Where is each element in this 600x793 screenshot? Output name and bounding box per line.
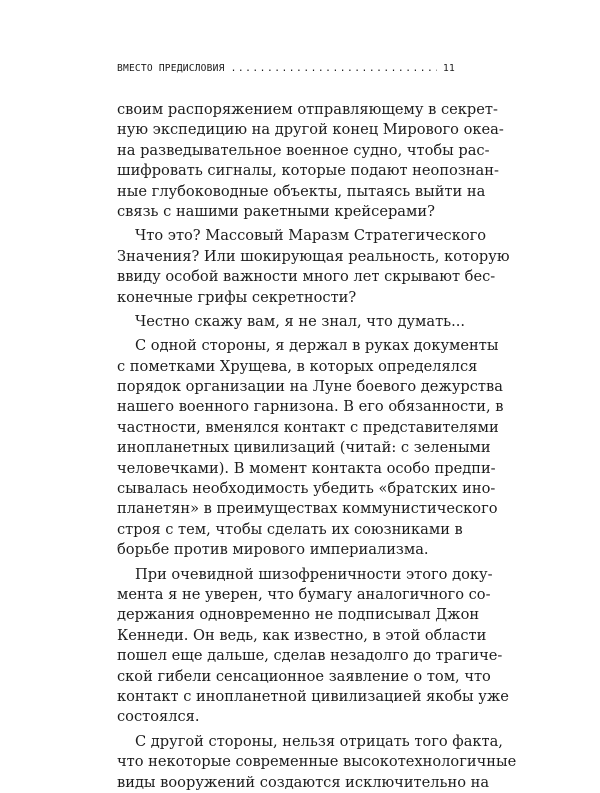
- text-line: С другой стороны, нельзя отрицать того факта,: [135, 732, 503, 750]
- text-line: Значения? Или шокирующая реальность, которую: [117, 247, 510, 265]
- text-line: Кеннеди. Он ведь, как известно, в этой области: [117, 626, 487, 644]
- text-line: виды вооружений создаются исключительно на: [117, 773, 490, 791]
- text-line: строя с тем, чтобы сделать их союзниками в: [117, 520, 463, 538]
- text-line: держания одновременно не подписывал Джон: [117, 606, 480, 624]
- paragraph: [117, 226, 510, 308]
- running-head-leader-dots: [231, 63, 437, 74]
- paragraph: [117, 565, 509, 728]
- text-line: нашего военного гарнизона. В его обязанности, в: [117, 398, 504, 416]
- text-line: конечные грифы секретности?: [117, 288, 357, 306]
- text-line: шифровать сигналы, которые подают неопознан-: [117, 162, 499, 180]
- paragraph: [117, 732, 517, 793]
- page-number: 11: [443, 63, 455, 74]
- text-line: своим распоряжением отправляющему в секрет-: [117, 101, 498, 118]
- text-line: сывалась необходимость убедить «братских ино-: [117, 480, 496, 498]
- text-line: ской гибели сенсационное заявление о том, что: [117, 667, 491, 685]
- text-line: контакт с инопланетной цивилизацией якобы уже: [117, 687, 509, 705]
- text-line: связь с нашими ракетными крейсерами?: [117, 202, 435, 220]
- text-line: При очевидной шизофреничности этого доку-: [135, 565, 493, 583]
- text-line: порядок организации на Луне боевого дежурства: [117, 378, 503, 396]
- text-line: пошел еще дальше, сделав незадолго до трагиче-: [117, 647, 503, 665]
- text-line: мента я не уверен, что бумагу аналогичного со-: [117, 585, 491, 603]
- text-line: состоялся.: [117, 708, 200, 726]
- text-line: человечками). В момент контакта особо предпи-: [117, 459, 496, 477]
- text-line: Что это? Массовый Маразм Стратегического: [135, 227, 487, 245]
- text-line: что некоторые современные высокотехнологичные: [117, 753, 517, 771]
- text-line: частности, вменялся контакт с представителями: [117, 418, 499, 436]
- body-text: [117, 100, 517, 793]
- text-line: инопланетных цивилизаций (читай: с зелеными: [117, 439, 491, 457]
- text-line: борьбе против мирового империализма.: [117, 541, 429, 559]
- paragraph: [117, 312, 465, 332]
- running-head-title: ВМЕСТО ПРЕДИСЛОВИЯ: [117, 63, 225, 74]
- text-line: Честно скажу вам, я не знал, что думать...: [135, 312, 465, 330]
- text-line: ввиду особой важности много лет скрывают бес-: [117, 268, 496, 286]
- text-line: с пометками Хрущева, в которых определялся: [117, 357, 478, 375]
- paragraph: [117, 100, 504, 222]
- text-line: ные глубоководные объекты, пытаясь выйти на: [117, 182, 486, 200]
- text-line: С одной стороны, я держал в руках документы: [135, 337, 499, 355]
- text-line: на разведывательное военное судно, чтобы рас-: [117, 141, 490, 159]
- paragraph: [117, 336, 504, 560]
- running-head: [117, 63, 455, 79]
- text-line: ную экспедицию на другой конец Мирового океа-: [117, 121, 504, 139]
- text-line: планетян» в преимуществах коммунистического: [117, 500, 498, 518]
